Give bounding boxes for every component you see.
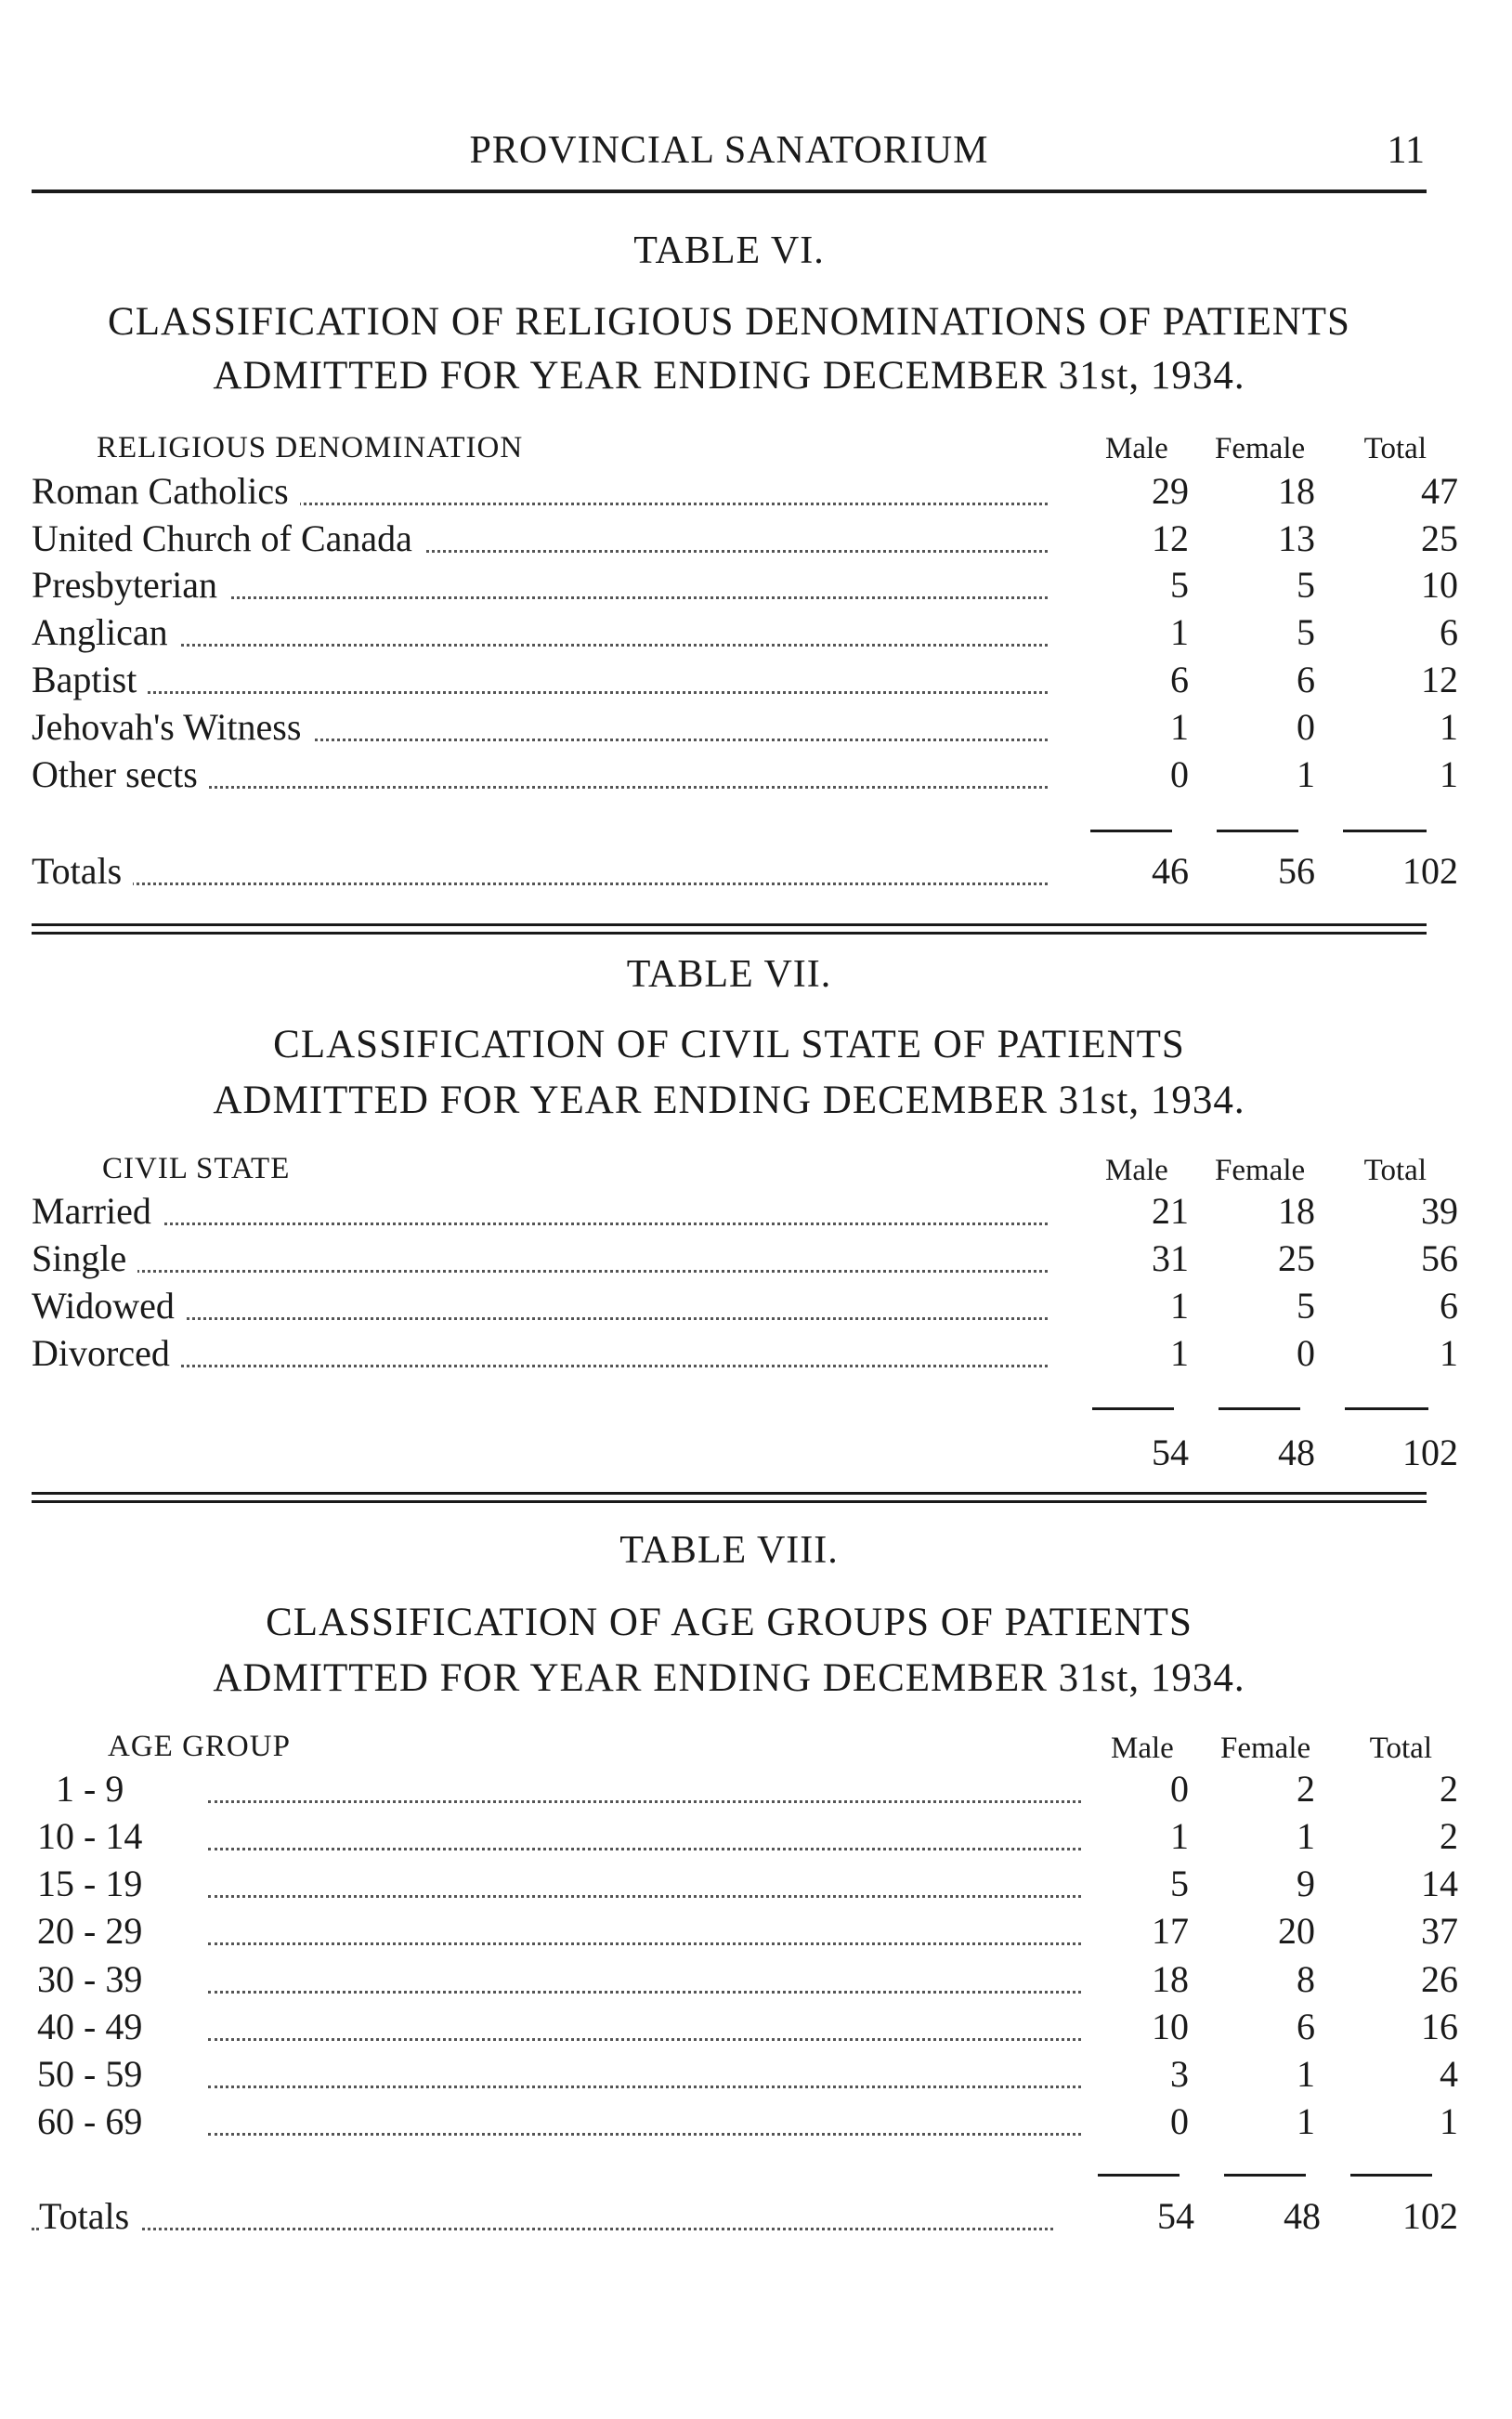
total-count: 47 <box>1421 470 1458 512</box>
female-count: 0 <box>1297 1332 1315 1374</box>
total-count: 16 <box>1421 2006 1458 2047</box>
column-header-male: Male <box>1111 1732 1174 1765</box>
male-count: 17 <box>1152 1910 1189 1952</box>
female-count: 18 <box>1278 470 1315 512</box>
total-count: 2 <box>1440 1768 1458 1810</box>
sum-rule <box>1350 2174 1432 2177</box>
female-count: 0 <box>1297 706 1315 748</box>
table-row <box>32 1957 1458 2002</box>
row-label: 50 - 59 <box>37 2052 153 2096</box>
sum-rule <box>1092 1407 1174 1410</box>
table-row <box>32 1767 1458 1811</box>
table-row <box>32 469 1458 514</box>
dot-leader <box>208 2133 1081 2136</box>
total-count: 25 <box>1421 517 1458 559</box>
column-header-total: Total <box>1363 1154 1427 1187</box>
table-row <box>32 752 1458 797</box>
dot-leader <box>208 2086 1081 2088</box>
column-header-total: Total <box>1363 432 1427 465</box>
total-count: 1 <box>1440 753 1458 795</box>
page-header <box>32 128 1427 193</box>
table-row <box>32 1284 1458 1328</box>
sum-rule <box>1219 1407 1300 1410</box>
total-count: 1 <box>1440 1332 1458 1374</box>
male-count: 6 <box>1170 659 1189 700</box>
row-label: 20 - 29 <box>37 1909 153 1953</box>
sum-rule <box>1224 2174 1306 2177</box>
male-count: 1 <box>1170 611 1189 653</box>
female-count: 8 <box>1297 1958 1315 2000</box>
female-count: 5 <box>1297 564 1315 606</box>
dot-leader <box>32 2228 1053 2230</box>
table-vii-category-header: CIVIL STATE <box>102 1152 291 1185</box>
table-row <box>32 658 1458 702</box>
male-count: 1 <box>1170 1285 1189 1327</box>
column-header-female: Female <box>1215 1154 1306 1187</box>
row-label: 30 - 39 <box>37 1957 153 2001</box>
row-label: 40 - 49 <box>37 2005 153 2048</box>
dot-leader <box>32 1270 1048 1273</box>
row-label: Married <box>32 1189 163 1233</box>
dot-leader <box>208 1991 1081 1994</box>
female-count: 5 <box>1297 611 1315 653</box>
sum-rule <box>1098 2174 1180 2177</box>
dot-leader <box>32 1365 1048 1367</box>
totals-row <box>32 2194 1458 2239</box>
male-count: 0 <box>1170 1768 1189 1810</box>
total-count: 10 <box>1421 564 1458 606</box>
dot-leader <box>208 1848 1081 1850</box>
section-divider <box>32 1492 1427 1503</box>
table-vii-number: TABLE VII. <box>626 953 832 996</box>
male-count: 1 <box>1170 706 1189 748</box>
male-total: 54 <box>1157 2195 1194 2237</box>
female-count: 13 <box>1278 517 1315 559</box>
table-row <box>32 516 1458 561</box>
female-count: 6 <box>1297 659 1315 700</box>
male-count: 12 <box>1152 517 1189 559</box>
table-vi-number: TABLE VI. <box>633 229 825 272</box>
row-label: 10 - 14 <box>37 1814 153 1858</box>
table-vii-title-line-1: CLASSIFICATION OF CIVIL STATE OF PATIENTS <box>273 1023 1185 1066</box>
table-vi-title-line-2: ADMITTED FOR YEAR ENDING DECEMBER 31st, 1934. <box>213 354 1245 398</box>
total-count: 12 <box>1421 659 1458 700</box>
female-count: 1 <box>1297 2053 1315 2095</box>
female-total: 56 <box>1278 850 1315 892</box>
sum-rule <box>1090 830 1172 832</box>
total-count: 6 <box>1440 611 1458 653</box>
dot-leader <box>208 1895 1081 1898</box>
grand-total: 102 <box>1402 2195 1458 2237</box>
table-vii-title-line-2: ADMITTED FOR YEAR ENDING DECEMBER 31st, 1934. <box>213 1079 1245 1122</box>
male-count: 18 <box>1152 1958 1189 2000</box>
column-header-male: Male <box>1105 1154 1168 1187</box>
female-total: 48 <box>1278 1432 1315 1473</box>
row-label: 60 - 69 <box>37 2099 153 2143</box>
total-count: 4 <box>1440 2053 1458 2095</box>
totals-label: Totals <box>32 849 133 893</box>
column-header-male: Male <box>1105 432 1168 465</box>
total-count: 37 <box>1421 1910 1458 1952</box>
male-count: 0 <box>1170 753 1189 795</box>
table-row <box>32 705 1458 750</box>
female-count: 5 <box>1297 1285 1315 1327</box>
female-count: 6 <box>1297 2006 1315 2047</box>
total-count: 6 <box>1440 1285 1458 1327</box>
table-row <box>32 1331 1458 1376</box>
table-row <box>32 2005 1458 2049</box>
dot-leader <box>32 1223 1048 1225</box>
table-row <box>32 1862 1458 1906</box>
table-row <box>32 1236 1458 1281</box>
dot-leader <box>32 644 1048 647</box>
male-count: 21 <box>1152 1190 1189 1232</box>
table-row <box>32 2099 1458 2144</box>
row-label: 15 - 19 <box>37 1862 153 1905</box>
female-count: 1 <box>1297 753 1315 795</box>
male-count: 31 <box>1152 1237 1189 1279</box>
row-label: Widowed <box>32 1284 186 1327</box>
table-viii-title-line-2: ADMITTED FOR YEAR ENDING DECEMBER 31st, 1934. <box>213 1656 1245 1700</box>
total-count: 39 <box>1421 1190 1458 1232</box>
female-count: 18 <box>1278 1190 1315 1232</box>
row-label: Jehovah's Witness <box>32 705 312 749</box>
grand-total: 102 <box>1402 850 1458 892</box>
male-count: 5 <box>1170 564 1189 606</box>
column-header-female: Female <box>1220 1732 1311 1765</box>
sum-rule <box>1217 830 1298 832</box>
row-label: Anglican <box>32 610 179 654</box>
row-label: 1 - 9 <box>56 1767 135 1811</box>
totals-label: Totals <box>39 2194 140 2238</box>
table-row <box>32 1909 1458 1954</box>
total-count: 56 <box>1421 1237 1458 1279</box>
male-count: 1 <box>1170 1815 1189 1857</box>
table-row <box>32 1189 1458 1234</box>
female-count: 2 <box>1297 1768 1315 1810</box>
totals-row <box>32 1431 1458 1475</box>
dot-leader <box>32 691 1048 694</box>
table-row <box>32 2052 1458 2097</box>
sum-rule <box>1343 830 1427 832</box>
female-count: 20 <box>1278 1910 1315 1952</box>
row-label: United Church of Canada <box>32 516 424 560</box>
table-row <box>32 563 1458 608</box>
dot-leader <box>208 1942 1081 1945</box>
dot-leader <box>32 883 1048 885</box>
row-label: Roman Catholics <box>32 469 300 513</box>
table-viii-category-header: AGE GROUP <box>108 1730 291 1763</box>
sum-rule <box>1345 1407 1428 1410</box>
table-row <box>32 1814 1458 1859</box>
running-head: PROVINCIAL SANATORIUM <box>469 129 989 172</box>
dot-leader <box>208 2038 1081 2041</box>
section-divider <box>32 923 1427 935</box>
male-count: 10 <box>1152 2006 1189 2047</box>
male-count: 29 <box>1152 470 1189 512</box>
column-header-female: Female <box>1215 432 1306 465</box>
male-count: 3 <box>1170 2053 1189 2095</box>
page-number: 11 <box>1387 129 1425 172</box>
totals-row <box>32 849 1458 894</box>
total-count: 1 <box>1440 2100 1458 2142</box>
row-label: Baptist <box>32 658 148 701</box>
dot-leader <box>208 1800 1081 1803</box>
female-count: 25 <box>1278 1237 1315 1279</box>
male-total: 54 <box>1152 1432 1189 1473</box>
male-total: 46 <box>1152 850 1189 892</box>
column-header-total: Total <box>1369 1732 1432 1765</box>
table-vi-category-header: RELIGIOUS DENOMINATION <box>97 431 524 464</box>
row-label: Single <box>32 1236 137 1280</box>
female-count: 9 <box>1297 1863 1315 1904</box>
total-count: 14 <box>1421 1863 1458 1904</box>
female-count: 1 <box>1297 1815 1315 1857</box>
row-label: Other sects <box>32 752 209 796</box>
row-label: Presbyterian <box>32 563 228 607</box>
female-count: 1 <box>1297 2100 1315 2142</box>
table-row <box>32 610 1458 655</box>
female-total: 48 <box>1284 2195 1321 2237</box>
male-count: 1 <box>1170 1332 1189 1374</box>
total-count: 2 <box>1440 1815 1458 1857</box>
male-count: 5 <box>1170 1863 1189 1904</box>
male-count: 0 <box>1170 2100 1189 2142</box>
grand-total: 102 <box>1402 1432 1458 1473</box>
row-label: Divorced <box>32 1331 181 1375</box>
table-vi-title-line-1: CLASSIFICATION OF RELIGIOUS DENOMINATIONS OF PATIENTS <box>108 300 1350 344</box>
total-count: 26 <box>1421 1958 1458 2000</box>
total-count: 1 <box>1440 706 1458 748</box>
table-viii-number: TABLE VIII. <box>619 1529 839 1572</box>
table-viii-title-line-1: CLASSIFICATION OF AGE GROUPS OF PATIENTS <box>266 1601 1193 1644</box>
